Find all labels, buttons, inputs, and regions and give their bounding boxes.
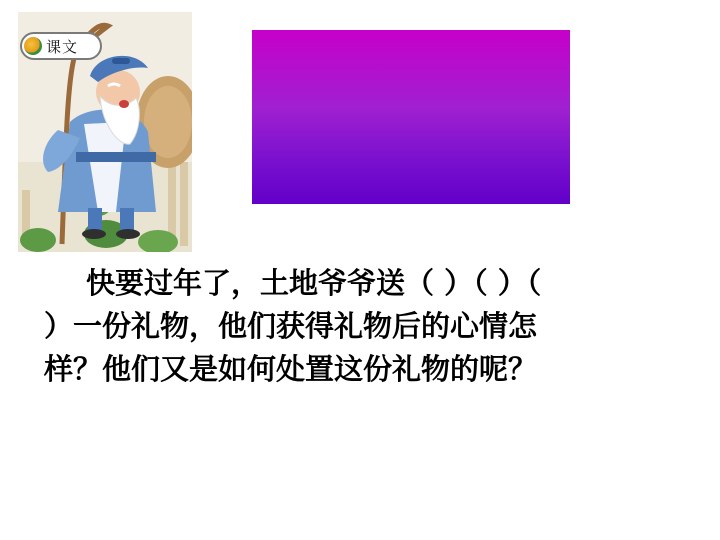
question-line-2: ）一份礼物，他们获得礼物后的心情怎 xyxy=(44,309,538,343)
lesson-icon xyxy=(24,37,42,55)
lesson-illustration xyxy=(18,12,192,252)
lesson-badge-label: 课文 xyxy=(46,37,79,56)
purple-gradient-panel xyxy=(252,30,570,204)
question-text xyxy=(44,262,714,391)
question-line-3: 样？他们又是如何处置这份礼物的呢？ xyxy=(44,352,538,386)
question-line-1 xyxy=(44,262,714,305)
question-line-1-text: 快要过年了，土地爷爷送（ ）（ ）（ xyxy=(86,266,542,300)
lesson-badge xyxy=(20,32,102,60)
